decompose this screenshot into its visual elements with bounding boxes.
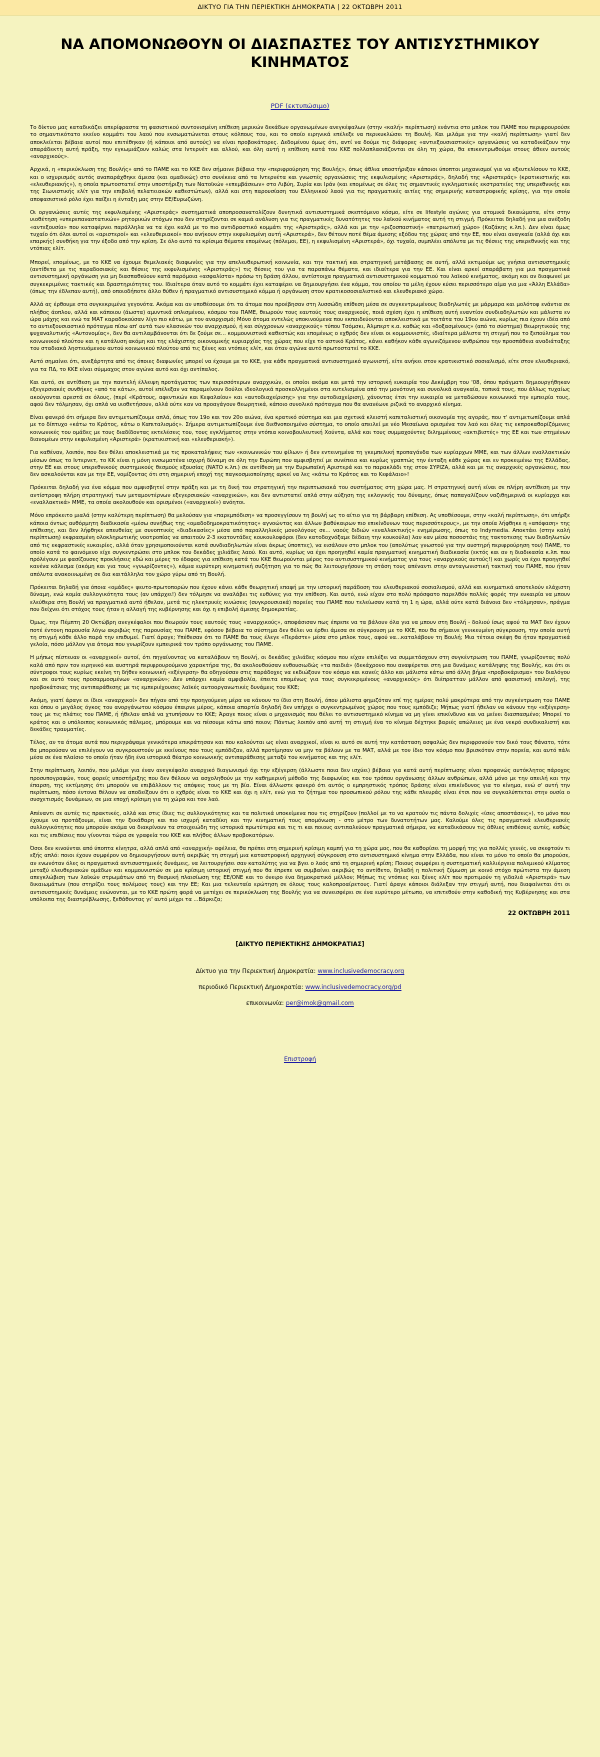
paragraph: Πρόκειται δηλαδή για όποια «ομάδες» ψευτο-πρωτοπορών που έχουν κάνει κάθε θεωρητική επαφή με την ιστορική παράδοση του ελευθεριακού σοσιαλισμού, αλλά και κινηματικά αποτελούν ελάχιστη δύναμη, ενώ κομία συλλογικότητα τους (αν υπάρχει!) δεν τόλμησε να αναλάβει τις ευθύνες για την επίθεση. Και αυτό, ενώ είχαν στο πολύ πρόσφατο παρελθόν πολλές φορές την ευκαιρία να μπουν ελεύθερα στη Βουλή να πραγματικά αυτό ήθελαν, μετά τις ηλεκτρικές κινώσεις (συγκρουσιακά) πορείες του ΠΑΜΕ που τελείωσαν κατά τη 1 η ώρα, αλλά ούτε κατά διάνοια δεν «τόλμησαν», πράγμα που δείχνει ότι στόχος τους ήταν η αλλαγή της κυβέρνησης και όχι η επιβολή άμεσης δημοκρατίας. — [30, 585, 570, 613]
journal-row — [0, 980, 600, 996]
paragraph: Αυτό σημαίνει ότι, ανεξάρτητα από τις όποιες διαφωνίες μπορεί να έχουμε με το ΚΚΕ, για κάθε πραγματικά αντισυστημικό αγωνιστή, είτε ανήκει στον κρατικιστικό σοσιαλισμό, είτε στον ελευθεριακό, για τα ΠΔ, το ΚΚΕ είναι σύμμαχος στον αγώνα αυτό και όχι αντίπαλος. — [30, 359, 570, 373]
header-text: ΔΙΚΤΥΟ ΓΙΑ ΤΗΝ ΠΕΡΙΕΚΤΙΚΗ ΔΗΜΟΚΡΑΤΙΑ | 22 ΟΚΤΩΒΡΗ 2011 — [197, 4, 403, 11]
journal-link[interactable]: www.inclusivedemocracy.org/pd — [305, 984, 402, 992]
paragraph: Μπορεί, επομένως, με το ΚΚΕ να έχουμε θεμελιακές διαφωνίες για την απελευθερωτική κοινωνία, και την τακτική και στρατηγική μετάβασης σε αυτή, αλλά εκτιμούμε ως γνήσια αντισυστημικές (αντίθετα με τις παραδοσιακές και θέσεις της εκφυλισμένης «Αριστεράς») τις θέσεις του για τα παραπάνω θέματα, και ιδιαίτερα για την ΕΕ. Και είναι αρκεί απαράβατη για μια πραγματικά αντισυστημική οργάνωση για μη διασπαθεύουν κατά παρόμοια «ασφαλίστα» πρόσω τη δράση άλλου, αντίστοιχα πραγματικά αντισυστημικού κομματιού του λαϊκού κινήματος, ακόμη και αν διαφωνεί με συγκεκριμένες τακτικές και δραστηριότητες του. Ιδιαίτερα όταν αυτό το κομμάτι έχει καταφέρει να δημιουργήσει ένα κόμμα, του οποίου τα μέλη έχουν κύσει περισσότερο αίμα για μια «Άλλη Ελλάδα» (όπως την έδλεπαν αυτή), από οποιοδήποτε άλλο θύθεν ή πραγματικό αντισυστημικό κόμμα ή οργάνωση στον κρατικοσοσιαλιστικό και ελευθεριακό χώρο. — [30, 259, 570, 295]
paragraph: Για καθέναν, λοιπόν, που δεν θέλει αποκλειστικά με τις προκαταλήψεις των «κοινωνικών του φίλων» ή δεν εντεινημένα τη γκεμπελική προπαγάνδα των κυρίαρχων ΜΜΕ, και των άλλων εναλλακτικών μέσων όπως το Ιντερνετ, το ΚΚ είναι η μόνη ενσωματένα ισχυρή δύναμη σε όλη την Ευρώπη που αμφισβητεί με συνέπεια και κυρίως γραπτώς την ένταξη κάθε χώρας και εν προκειμένω της Ελλάδας, στην ΕΕ και στους υπερεθνικούς συστημικούς θεσμούς εξουσίας (ΝΑΤΟ κ.λπ.) σε αντίθεση με την Ευρωπαϊκή Αριστερά και το παρακλάδι της στον ΣΥΡΙΖΑ, αλλά και με τις αναρχικές οργανώσεις, που δεν ασκαλούνται καν με την ΕΕ, νομίζοντας ότι στη σημερινή εποχή της παγκοσμιοποίησης αρκεί να λες «κάτω το Κράτος και το Κεφάλαιο»! — [30, 450, 570, 479]
site-link[interactable]: www.inclusivedemocracy.org — [317, 968, 405, 976]
contact-row — [0, 996, 600, 1012]
paragraph: Η μήπως πίστευαν οι «αναρχικοί» αυτοί, ότι πηγαίνοντας να καταλάβουν τη Βουλή, οι δεκάδες χιλιάδες κόσμου που είχαν επιλέξει να συμμετάσχουν στη συγκέντρωση του ΠΑΜΕ, γνωρίζοντας πολύ καλά από πριν τον ειρηνικό και αυστηρά περιφρουρούμενο χαρακτήρα της, θα ακολουθούσαν ενθουσιωδώς «τα παιδιά» (δεκάχρονο που αναφέρεται στη μια δυνάμεις κατάληψης της Βουλής, και ότι οι σύντροφοι τους κυρίως εκείνη τη δήθεν κοινωνική «εξέγερση» θα οδηγούσαν στις παράδοχες να εκδιώξουν τον κόσμο και κανείς άλλο και μάλιστα κάτω από άλλη βήμα «προβοκάρισμα» του διαλόγου και σε αυτό τους προσαρμοσμένων «αναρχικών»; Δεν υπάρχει καμία αμφιβολία, έπειτα επομένως για τους συγκεκριμένους «αναρχικούς» ότι διέπρατταν μάλλον από φασιστική επιλογή, της προβοκάτσιας της αντιπαράθεσης με τις εμπεριέχουσες λαϊκές αυτοοργανωτικές δυνάμεις του ΚΚΕ; — [30, 655, 570, 691]
article-date: 22 ΟΚΤΩΒΡΗ 2011 — [507, 910, 570, 918]
contact-label: επικοινωνία: — [246, 1000, 284, 1008]
paragraph: Όμως, την Πέμπτη 20 Οκτώβρη ανεγκέφαλοι που θεωρούν τους εαυτούς τους «αναρχικούς», αποφάσισαν πως έπρεπε να τα βάλουν όλα για να μπουν στη Βουλή - δολιού ίσως αφού τα ΜΑΤ δεν έχουν ποτέ έντονη παρουσία λόγω ακριβώς της παρουσίας του ΠΑΜΕ, εφόσον βέβαια το σύστημα δεν θέλει να έρθει άμεσα σε σύγκρουση με το ΚΚΕ, που θα σήμαινε γενικευμένη σύγκρουση, την οποία αυτή τη στιγμή κάθε άλλο παρά την επιθυμεί. Γιατί άραγε; Υπέθεσαν ότι το ΠΑΜΕ θα τους έλεγε «Περάστε» μέσα στο μπλοκ τους, αφού να...καταλάβουν τη Βουλή; Μια τέτοια σκέψη θα ήταν πραγματικά γελοία, πόσο μάλλον για άτομα που γνωρίζουν εμπειρικά τον τρόπο οργάνωσης του ΠΑΜΕ. — [30, 620, 570, 649]
pdf-link-row — [0, 102, 600, 110]
paragraph: Είναι φανερό ότι σήμερα δεν αντιμετωπίζουμε απλά, όπως τον 19ο και τον 20ο αιώνα, ένα κρατικό σύστημα και μια σχετικά κλειστή καπιταλιστική οικονομία της αγοράς, που τ' αντιμετωπίζουμε απλά με το δίπτυχο «κάτω το Κράτος, κάτω ο Καπιταλισμός». Σήμερα αντιμετωπίζουμε ένα διεθνοποιημένο σύστημα, το οποίο απειλεί με νέο Μεσαίωνα ορισμένα τον λαό και όλες τις εκπροκαθορίζόμενες κοινωνικές του ομάδες με τους διαδίδοντας εκτελέσεις του, τους εγκλήματος στην ντόπια κοινοβουλευτική Χούντα, αλλά και τους συμμαχούντες διλημμένους «ακτιβιστές» της ΕΕ και των στημένων διανομέων στην εκφυλισμένη «Αριστερά» (κρατικιστική και «ελευθεριακή»). — [30, 415, 570, 443]
paragraph: Το δίκτυο μας καταδικάζει απερίφραστα τη φασιστικού συντονισμένη επίθεση μερικών δεκάδων οργανωμένων ανεγκέφαλων (στην «καλή» περίπτωση) ενάντια στο μπλοκ του ΠΑΜΕ που περιφρουρούσε το σημαντικότατο εκείνο κομμάτι του λαού που ενσωματώνεται στους κόλπους του, και το οποίο ειρηνικά επέλεξε να περικυκλώσει τη Βουλή. Και μιλάμε για την «καλή περίπτωση» γιατί δεν αποκλείεται βέβαια αυτοί που επιτέθηκαν (ή κάποιοι από αυτούς) να είναι προβοκάτορες. Δεδομένου όμως ότι, αντί να δούμε τις διάφορες «αντιεξουσιαστικές» οργανώσεις να καταδικάζουν την απαράδεκτη αυτή πράξη, την εγκωμιάζουν καλώς στα Ιντερνέτ και αλλού, και όλη αυτή η επίθεση κατά του ΚΚΕ πολλαπλασιάζονται σε όλη τη χώρα, θα επικεντρωθούμε στους άθεεν αυτούς «αναρχικούς». — [30, 125, 570, 161]
signature: [ΔΙΚΤΥΟ ΠΕΡΙΕΚΤΙΚΗΣ ΔΗΜΟΚΡΑΤΙΑΣ] — [235, 941, 365, 949]
header-bar — [0, 0, 600, 16]
pdf-link[interactable]: PDF (εκτυπώσιμο) — [270, 102, 330, 110]
paragraph: Οι οργανώσεις αυτές της εκφυλισμένης «Αριστεράς» συστηματικά αποπροσανατολίζουν δυνητικά αντισυστημικά σκεπτόμενο κόσμο, είτε σε lifestyle αγώνες για ατομικά δικαιώματα, είτε στην υιοθέτηση «υπερεπαναστατικών» ρητορικών στόχων που δεν στηρίζονται σε καμιά ανάλυση για τις πραγματικές δυνατότητες του λαϊκού κινήματος αυτή τη στιγμή. Πρόκειται δηλαδή για μια ανέξοδη «αντεξουσία» που καταφέρνει παράλληλα να τα έχει καλά με το πιο αντιδραστικό κομμάτι της «Αριστεράς», αλλά και με την «ριζοσπαστική» «πατριωτική χώρο» (Καζάκης κ.λπ.). Δεν είναι όμως τυχαίο ότι όλοι αυτοί οι «αριστεροί» και «ελευθεριακοί» που ανήκουν στην εκφυλισμένη αυτή «Αριστερά», δεν θέτουν ποτέ θέμα άμεσης εξόδου της χώρας από την ΕΕ, που είναι αναγκαία (αλλά όχι και επαρκής) συνθήκη για την έξοδο από την κρίση. Σε όλο αυτό τα κρίσιμα θέματα επομένως (πόλεμοι, ΕΕ), η εκφυλισμένη «Αριστερά», όχι τυχαία, συμπλέει απόλυτα με τις θέσεις της υπερεθνικής και της ντόπιας ελίτ. — [30, 209, 571, 253]
journal-label: περιοδικό Περιεκτική Δημοκρατία: — [198, 984, 304, 992]
paragraph: Στην περίπτωση, λοιπόν, που μιλάμε για έναν ανεγκέφαλο αναρχικό διαγωνισμό όχι την εξέγερση (άλλωστε ποια δεν ισχύει) βέβαια για κατά αυτή περίπτωσης είναι προφανώς αυτόκλητος πάροχος προσυπογραφών, τους φορείς υποστήριξης που δεν θέλουν να ασχοληθούν με την καθημερινή μέθοδο της διαφωνίας και του τρόπου οργάνωσης άλλων ανθρώπων, αλλά μόνο με την απειλή και την έπαρση, της εκτίμησης ότι μπορούν να επιβάλλουν τις απόψεις τους με τη βία. Είναι άλλωστε φανερό ότι αυτός ο εμπρηστικός τρόπος δράσης είναι επικίνδυνος για το κίνημα, ενώ σ' αυτή την περίπτωση, πόσο έντονα θέλουν να αποδείξουν ότι ο εχθρός είναι το ΚΚΕ και όχι η ελίτ, ενώ για το ζήτημα του προσωπικού ρόλου της κάθε πλευράς είναι έτσι που να συγκαλύπτεται στην ουσία ο συσχετισμός δυνάμεων, σε μια εποχή κρίσιμη για τη χώρα και τον λαό. — [30, 768, 570, 804]
contact-email-link[interactable]: per@imok@gmail.com — [285, 1000, 354, 1008]
article-title: ΝΑ ΑΠΟΜΟΝΩΘΟΥΝ ΟΙ ΔΙΑΣΠΑΣΤΕΣ ΤΟΥ ΑΝΤΙΣΥΣΤΗΜΙΚΟΥ ΚΙΝΗΜΑΤΟΣ — [60, 37, 540, 71]
paragraph: Αρχικά, η «περικύκλωση της Βουλής» από το ΠΑΜΕ και το ΚΚΕ δεν σήμαινε βέβαια την «περιφρούρηση της Βουλής», όπως άθλια υποστήριξαν κάποιοι ύποπτοι μηχανισμοί για να εξευτελίσουν το ΚΚΕ, και ο ισχυρισμός αυτός αναπαράχθηκε άμεσα (και ομαδικώς) στο συνέκεια από τα Ιντερνέτα και γνωστές οργανώσεις της εκφυλισμένης «Αριστεράς», δηλαδή της «Αριστεράς» (κρατικιστικής και «ελευθεριακής»), η οποία πρωτοστατεί στην υποστήριξη των Νατοϊκών «επεμβάσεων» στο Λιβύη, Συρία και Ιράν (και επομένως σε όλες τις σημαντικές εγκληματικές εκστρατείες της υπερεθνικής και της Σιωνιστικής ελίτ για την επιβολή πελατειακών καθεστώτων), αλλά και στη παρουσίαση του Ελληνικού λαού για τις πραγματικές αιτίες της σημερινής καταστροφικής κρίσης, για την οποία αποφασιστικό ρόλο έχει παίξει η ένταξη μας στην ΕΕ/Ευρωζώνη. — [30, 167, 570, 203]
back-row — [0, 1056, 600, 1063]
paragraph: Μόνο επρόκειτο μιαλά (στην καλύτερη περίπτωση) θα μελούσαν για «παρεμπόδιση» να προσεγγίσουν τη βουλή ως το αίτιο για τη βάρβαρη επίθεση. Ας υποθέσουμε, στην «καλή περίπτωση», ότι υπήρξε κάποια όντως αυθόρμητη διαδικασία «μέσω συνήθως της «ομαδοδημοκρατικότητας» αγνοώντας και άλλων βαθύκαιρων πιο επικίνδυνων τους περισσότερους», με την οποία λήφθηκε η «απόφαση» της επίθεσης, και δεν λήφθηκε απευθείας με συνοπτικές «διαδικασίες» μέσα από παραλληλικές μονολόγους σε... ναούς διδιών «εναλλακτικής» ενημέρωσης, όπως το Indymedia. Αποκτάει (στην καλή περίπτωση) εκφρασμένη ολοκληρωτικής νοοτροπίας να απαιτούν 2-3 εκατοντάδες κουκουλοφόροι (δεν κατοδοχνόξαμε δέδαιη την κουκούλα) λαν καν μέσα ποσοστάις της τακτοτεσης των διαδηλωτών από τις εκφραστικές ευκαιρίες, αλλά όταν χρησιμοποιούνται κατά συνδιαδηλωτών είναι άκρως ύποπτες), να εισάλουν στο μπλοκ του (απολύτως γνωστού για την αυστηρή περιφρούρηση του) ΠΑΜΕ, το οποίο κατά το φαινόμενο είχε συγκεντρώσει στο μπλοκ του δεκάδες χιλιάδες λαού. Και αυτό, κυρίως να έχει προηγηθεί καμία πραγματική κινηματική διαδικασία (εκτός και αν η διαδικασία κ.λπ. που πρόλέγουν με φασίζουσες προκλήσεις εδώ και μέρες το έδαφος για επίθεση κατά του ΚΚΕ θεωρούνται μέρος του αντισυστημικού κινήματος για τους «αναρχικούς αυτούς!) και χωρίς να έχει προηγηθεί κανένα κάλεσμα (ακόμη και για τους «γνωρίζοντες»), κάμια ευρύτερη κινηματική συζήτηση για το πώς θα λειτουργήσουν τη στάση τους απέναντι στην ανταγωνιστική τακτική του ΠΑΜΕ, που ήταν απόλυτα ανακοινωμένη σε δια καιτάλληλα τον χώρο γύρω από τη Βουλή. — [30, 513, 570, 578]
paragraph: Όσοι δεν κινούνται από ύποπτα κίνητρα, αλλά απλά από «αναρχική» αφέλεια, θα πρέπει στη σημερινή κρίσιμη καμπή για τη χώρα μας, που θα καθορίσει τη μορφή της για πολλές γενιές, να σκεφτούν τι εξής απλό: ποιοι έχουν συμφέρον να δημιουργήσουν αυτή ακριβώς τη στιγμή μια καταστροφική αρχηγική σύγκρουση στο αντισυστημικό κίνημα στην Ελλάδα, που είναι το μόνο το οποίο θα μπορούσε, αν ενωνόταν όλες οι πραγματικά αντισυστημικές δυνάμεις, να λειτουργήσει σαν καταλύτης για να βγει ο λαός από τη σημερινή κρίση; Ποιους συμφέρει η συστηματική καλλιέργεια πολεμικού κλίματος μεταξύ ελευθεριακών ομάδων και κομμουνιστών σε μια κρίσιμη ιστορική στιγμή που θα έπρεπε να συμβαίνει ακριβώς το αντίθετο, δηλαδή η πολιτική ζύμωση με κοινό στόχο πρώτιστα την άμεση απεγκλώβιση των λαϊκών στρωμάτων από τη θεσμική πλαισίωση της ΕΕ/ΟΝΕ και το όνειρο ένα δημοκρατικό μέλλον; Μήπως τις ντόπιες και ξένες ελίτ που προτιμούν τη γιδαλιά «Αριστερά» των δικαιωμάτων (που στηρίζει τους πολέμους τους) και την ΕΕ; Και μια τελευταία ερώτηση σε όλους τους καλοπροαίρετους. Γιατί άραγε κάποιοι διάλεξαν την στιγμή αυτή, που διαφαίνεται ότι οι αντισυστημικές δυνάμεις ενώνονται, με το ΚΚΕ πρώτη φορά να μετέχει σε περικύκλωση της Βουλής για να συνεισφέρει σε ένα ευρύτερο μέτωπο, να επιτεθούν στην καθοδική της Κυβέρνησης και στα υπόλοιπα της διαστρέβλωσης, ξεθάθοντας γι' αυτό μέχρι τα ...Βάρκιζα; — [30, 845, 570, 904]
paragraph: Πρόκειται δηλαδή για ένα κόμμα που αμφισβητεί στην πράξη και με τη δική του στρατηγική την περιπτωσιακά του συστήματος στη χώρα μας. Η στρατηγική αυτή είναι σε πλήρη αντίθεση με την αντίστροφη πλήρη στρατηγική των μεταμοντέρνων εξεγερσιακών «αναρχικών», και δεν αντιστατεί απλά στην αύξηση της εκλογικής του δύναμης, όπως παπαγαλίζουν ναζιθημερινά οι κυρίαρχα και «εναλλακτικά» ΜΜΕ, τα οποία ακολουθούν και ορισμένοι («αναρχικοί») ανόητοι. — [30, 485, 570, 507]
back-link[interactable]: Επιστροφή — [283, 1056, 317, 1064]
site-label: Δίκτυο για την Περιεκτική Δημοκρατία: — [195, 968, 316, 976]
paragraph: Ακόμη, γιατί άραγε οι ίδιοι «αναρχικοί» δεν πήγαν από την προηγούμενη μέρα να κάνουν το ίδιο στη Βουλή, όπου μάλιστα φημιζόταν επί της ημέρας πολύ μακρύτερα από την συγκέντρωση του ΠΑΜΕ και όπου ο μεγάλος όγκος του ανοργάνωτου κόσμου έπαιρνε μέρος, κάποια απαρτία δηλαδή δεν υπήρχε ο συγκεντρωμένος χώρος που τους εμπόδιζε; Μήπως γιατί ήθελαν να κάνουν την «εξέγερση» τους με τις πλάτες του ΠΑΜΕ, ή ήθελαν απλά να χτυπήσουν το ΚΚΕ; Άραγε ποιος είναι ο μηχανισμός που θέλει το αντισυστημικό κίνημα να μη γίνει επικίνδυνο και να μείνει διασπασμένο; Μπορεί το κράτος και ο υπόλοιπος κοινωνικός πάλεμος, μπόρουμε και να πέσουμε κάτω από ποιον; Πάντως λοιπόν από αυτή τη στιγμή ένα το κίνημα δέχτηκε βαριές απώλειες με ένα νεκρό συνδικαλιστή και δεκάδες τραυματίες. — [30, 697, 570, 734]
paragraph: Τέλος, αν τα άτομα αυτά που περιγράψαμε γενικότερα επικράτησαν και που καλούνται ως είναι αναρχικοί, είναι κι αυτό σε αυτή την κατάσταση ασφαλώς δεν περιφρονούν τον δικό τους θάνατο, τότε θα μπορούσαν να επιλέγουν να συγκρουστούν με εκείνους που τους εμπόδιζαν, αλλά προτίμησαν να μην τα βάλουν με τα ΜΑΤ, αλλά με τον ίδιο τον κόσμο που βρισκόταν στην πορεία, και αυτό πάλι μέσα σε ένα πλαίσιο το οποίο ήταν ήδη ένα ιστορικά θέατρο κοινωνικής αντιπαράθεσης μεταξύ του κινήματος και της ελίτ. — [30, 740, 570, 761]
paragraph: Και αυτό, σε αντίθεση με την παντελή έλλειψη προτάγματος των περισσότερων αναρχικών, οι οποίοι ακόμα και μετά την ιστορική ευκαιρία του Δεκέμβρη του '08, όπου πράγματι δημιουργήθηκαν εξεγερσιακές συνθήκες «από τα κάτω», αυτοί επέλεξαν να παραμείνουν δούλοι ιδεολογικά προσκολλημένοι στα ευτελισμένα από την μονότονη και συνολικά αναγκαία, τοπικά τους, που άλλως τυχαίως ακούγονται αρεστά σε όλους, (περί «Κράτους, αφεντικών και Κεφαλαίου» και «αυτοδιαχείρισης» για την αυτοδιαχείριση), χάνοντας έτσι την ευκαιρία να μεταδώσουν κοινωνικά την εμπειρία τους, αφού δεν τόλμησαν, όχι απλά να υιοθετήσουν, αλλά ούτε καν να προαγάγουν θεωρητικά, κάποιο συνολικό πρόταγμα που θα ανανέωνε ριζικά το αναρχικό κίνημα. — [30, 379, 570, 408]
paragraph: Αλλά ας έρθουμε στα συγκεκριμένα γεγονότα. Ακόμα και αν υποθέσουμε ότι τα άτομα που προέβησαν στη λυσσώδη επίθεση μέσα σε συγκεντρωμένους διαδηλωτές με μάρμαρα και μολότοφ ενάντια σε πλήθος άοπλου, αλλά και κάποιου (άωστα) αμυντικά οπλισμένου, κόσμου του ΠΑΜΕ, θεωρούν τους εαυτούς τους αναρχικούς, ποιά σχέση έχει η επίθεση αυτή εναντίον συνδιαδηλωτών και μάλιστα εν ώρα μάχης και ενώ τα ΜΑΤ καραδοκούσαν λίγο πιο κάτω, με τον αναρχισμό; Μόνο άτομα εντελώς υποκινούμενα που εκπαιδεύονται αποκλειστικά με τοιτάτα του 19ου αιώνα, κυρίως πια έχουν ιδέα από το αντιεξουσιαστικό πρόταγμα πίσω απ' αυτά των κλασικών του αναρχισμού, ή και σύγχρονων «αναρχικούς» τύπου Τσόμσκι, Άλμπερτ κ.α. καθώς και «δοξασμένους» (από το σύστημα) θεωρητικούς της ψυχαναλυτικής «Αυτονομίας», δεν θα αντιλαμβάνονται ότι δε ζούμε σε... κομμουνιστικά καθεστώς και επομένως ο εχθρός δεν είναι οι κομμουνιστές, ιδιαίτερα μάλιστα τη στιγμή που το ξεπούλημα του κοινωνικού πλούτου και η κατάλυση ακόμη και της ελάχιστης οικονομικής κυριαρχίας της χώρας που είχε το αστικό Κράτος, κάνει καθήκον κάθε αγωνιζόμενου ανθρώπου την προσπάθεια αναδιάταξης του σταδιακά ληστευόμενου αυτού κοινωνικού πλούτου από τις ξένες και ντόπιες ελίτ, και όταν αγώνα αυτό πρωτοστατεί το ΚΚΕ. — [30, 302, 570, 353]
article-body — [30, 125, 570, 904]
footer-links — [0, 964, 600, 1012]
site-row — [0, 964, 600, 980]
paragraph: Απέναντι σε αυτές τις πρακτικές, αλλά και στις ίδιες τις συλλογικότητες και τα πολιτικά υποκείμενα που τις στηρίζουν (πολλοί με το να κρατούν τις πάντα δολιχές «ίσες αποστάσεις»), το μόνο που έχουμε να προτάξουμε, είναι την ξεκάθαρη και πιο ισχυρή καταδίκη και την κινηματική τους απομόνωση - στο μέτρο των δυνατοτήτων μας. Καλούμε όλες τις πραγματικά ελευθεριακές συλλογικότητες που μπορούν ακόμα να διακρίνουν τα στοιχειώδη της ιστορικά πρωτύτερα και τις τι και ποιους αντιπαλεύουν πραγματικά σήμερα, να καταδικάσουν τις άθλιες επιθέσεις αυτές, καθώς και τις επιθέσεις που γίνονται τώρα σε γραφεία του ΚΚΕ και πλήθος άλλων προβοκατόρων. — [30, 810, 570, 839]
